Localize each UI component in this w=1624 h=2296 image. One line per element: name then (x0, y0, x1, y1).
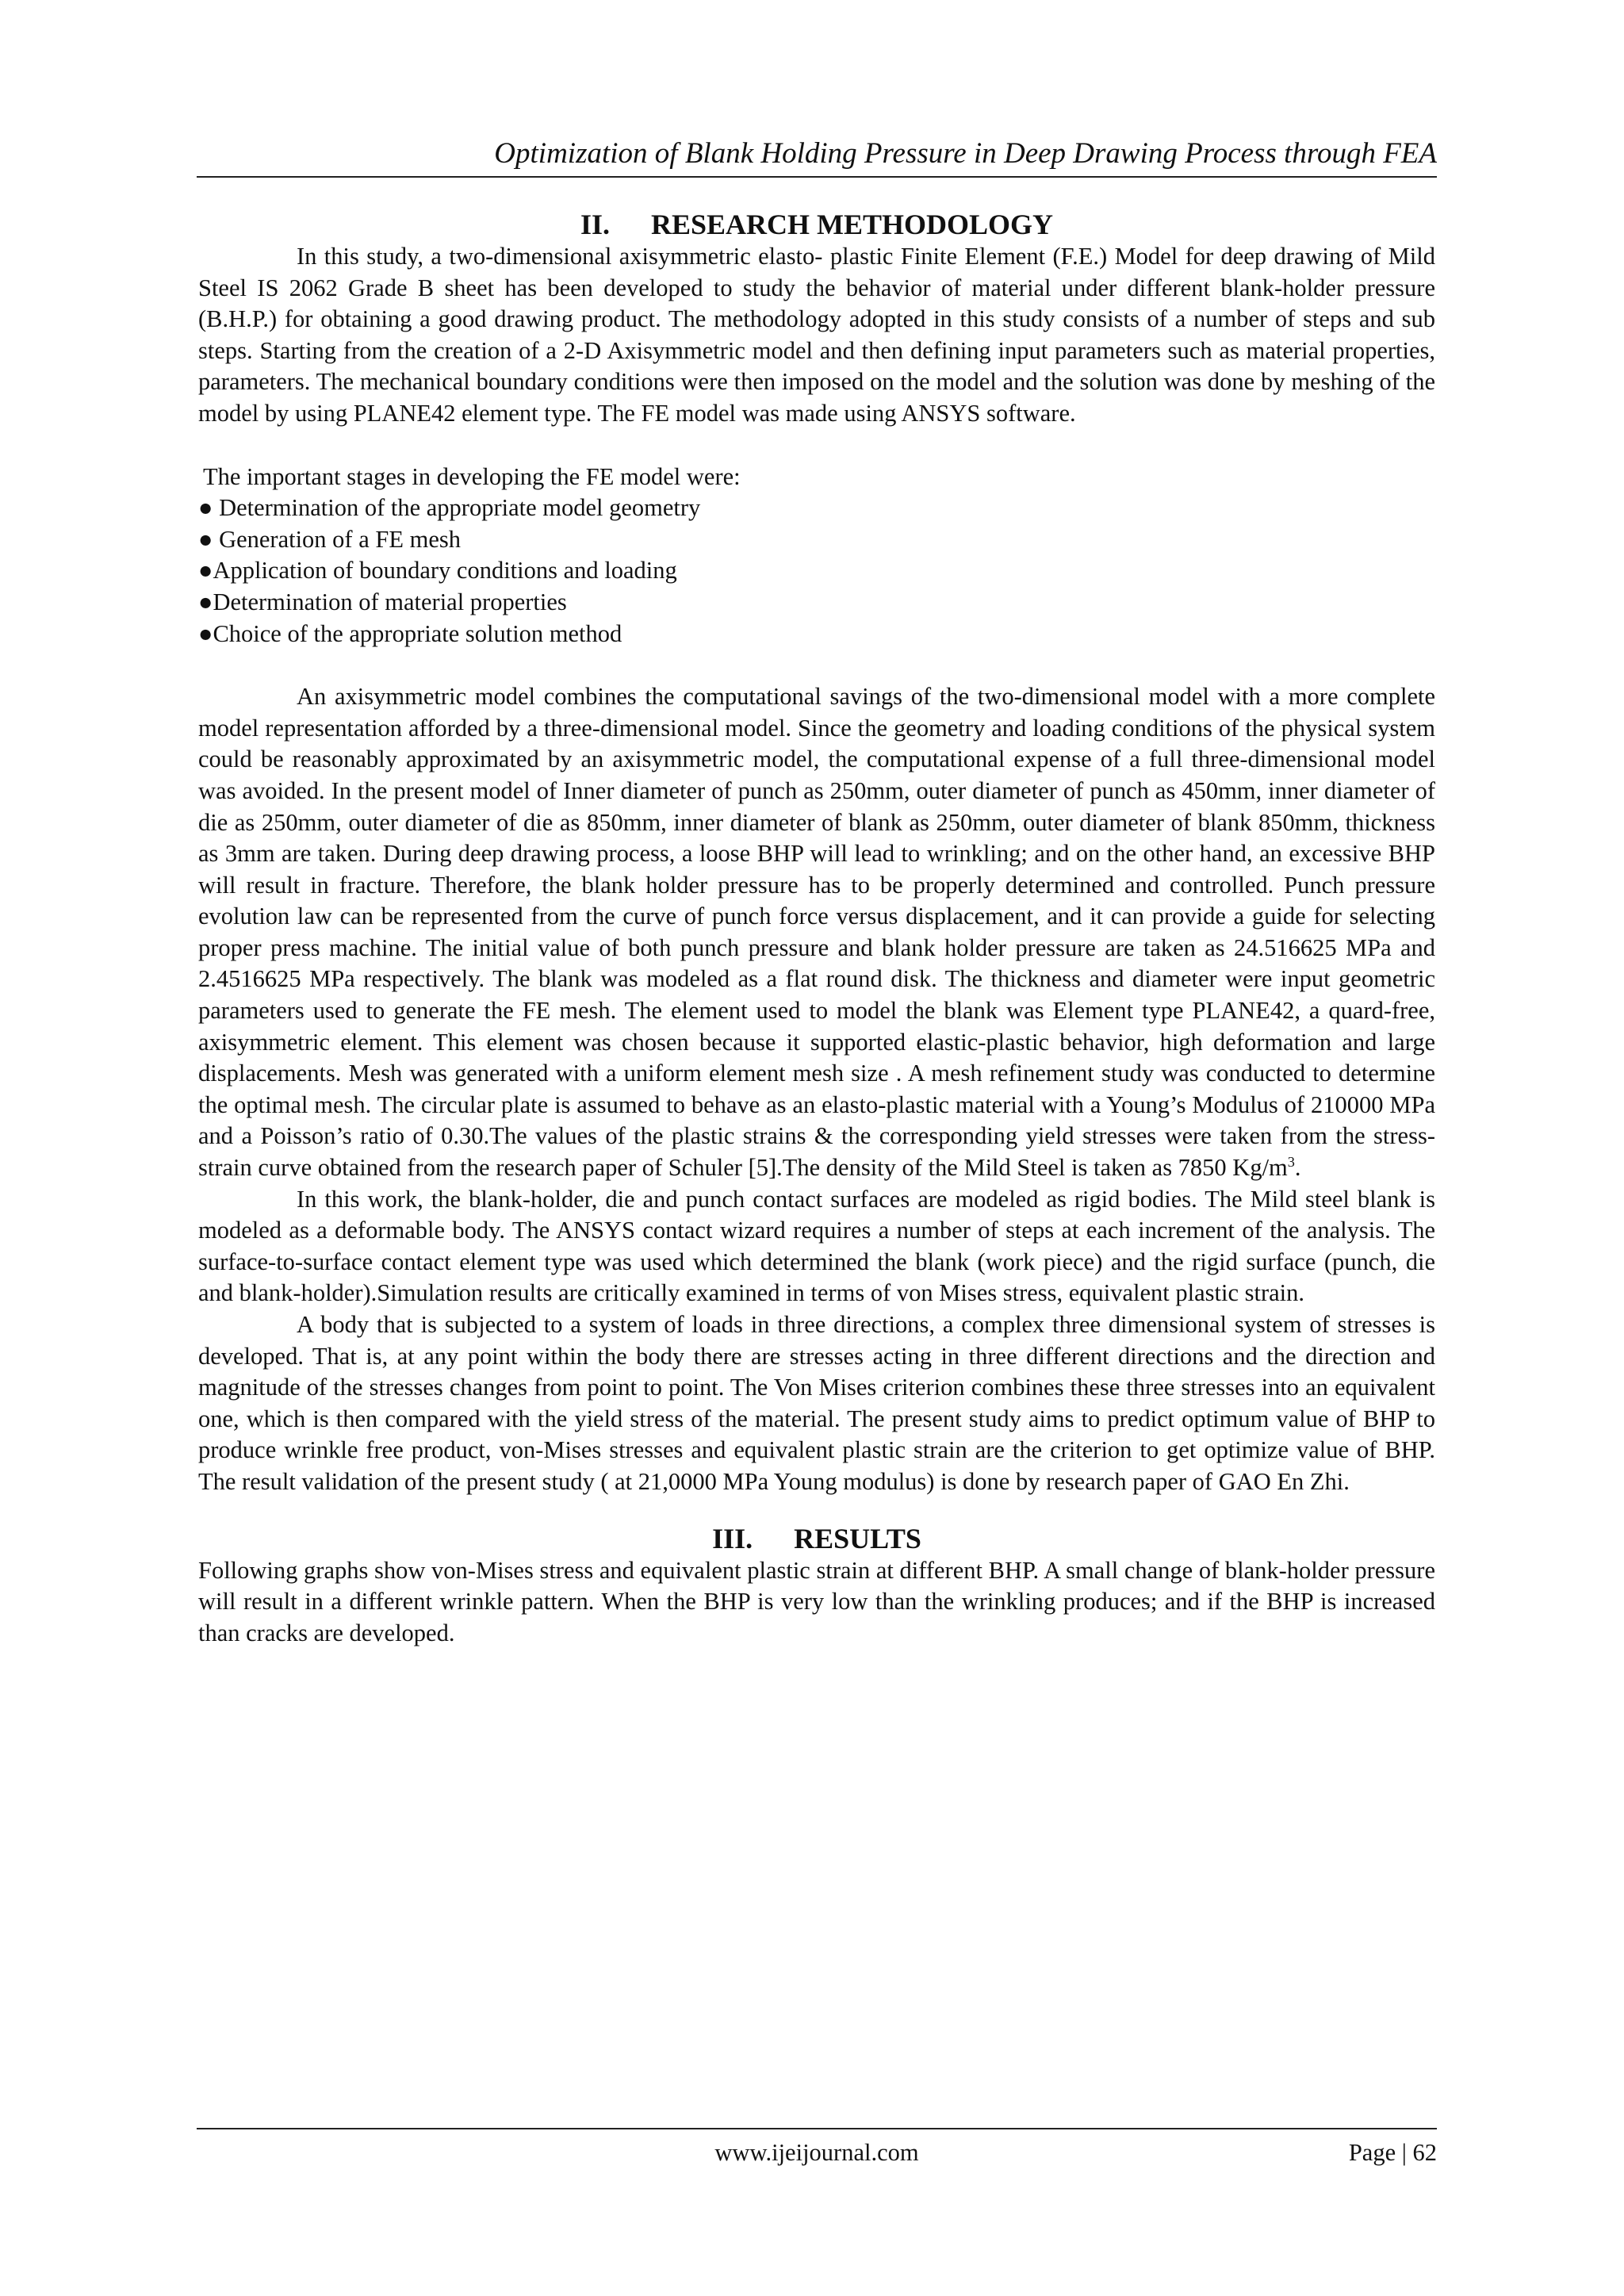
spacer (198, 650, 1435, 681)
page-number: Page | 62 (1348, 2139, 1437, 2166)
footer-rule (197, 2128, 1437, 2129)
methodology-paragraph-3: In this work, the blank-holder, die and punch contact surfaces are modeled as rigid bodies. The Mild steel blank is modeled as a deformable body. The ANSYS contact wizard requires a number of steps at each increment of the analysis. The surface-to-surface contact element type was used which determined the blank (work piece) and the rigid surface (punch, die and blank-holder).Simulation results are critically examined in terms of von Mises stress, equivalent plastic strain. (198, 1185, 1435, 1307)
list-item-text: Determination of the appropriate model geometry (213, 494, 701, 522)
stages-intro: The important stages in developing the FE model were: (203, 462, 741, 490)
list-item-text: Application of boundary conditions and loading (213, 557, 677, 585)
bullet: ● (198, 619, 213, 647)
list-item (198, 619, 1435, 650)
section-number: III. (712, 1522, 753, 1554)
header-rule (197, 176, 1437, 178)
superscript: 3 (1287, 1153, 1295, 1170)
journal-url: www.ijeijournal.com (714, 2139, 919, 2166)
paragraph-end: . (1294, 1154, 1301, 1182)
list-item (198, 587, 1435, 619)
section-title: RESEARCH METHODOLOGY (650, 209, 1054, 240)
spacer (198, 1498, 1435, 1522)
list-item-text: Choice of the appropriate solution method (213, 619, 622, 647)
spacer (198, 430, 1435, 462)
list-item-text: Generation of a FE mesh (213, 525, 461, 553)
bullet: ● (198, 557, 213, 585)
methodology-paragraph-4: A body that is subjected to a system of loads in three directions, a complex three dimensional system of stresses is developed. That is, at any point within the body there are stresses acting in three different directions and the direction and magnitude of the stresses changes from point to point. The Von Mises criterion combines these three stresses into an equivalent one, which is then compared with the yield stress of the material. The present study aims to predict optimum value of BHP to produce wrinkle free product, von-Mises stresses and equivalent plastic strain are the criterion to get optimize value of BHP. The result validation of the present study ( at 21,0000 MPa Young modulus) is done by research paper of GAO En Zhi. (198, 1311, 1435, 1495)
list-item-text: Determination of material properties (213, 588, 567, 615)
section-title: RESULTS (794, 1522, 921, 1554)
results-paragraph-1: Following graphs show von-Mises stress and equivalent plastic strain at different BHP. A small change of blank-holder pressure will result in a different wrinkle pattern. When the BHP is very low than the wrinkling produces; and if the BHP is increased than cracks are developed. (198, 1556, 1435, 1646)
bullet: ● (198, 525, 213, 553)
methodology-paragraph-2 (198, 681, 1435, 1184)
bullet: ● (198, 494, 213, 522)
section-number: II. (580, 209, 610, 240)
list-item (198, 493, 1435, 524)
running-header: Optimization of Blank Holding Pressure in Deep Drawing Process through FEA (494, 137, 1437, 170)
paragraph-text: An axisymmetric model combines the computational savings of the two-dimensional model with a more complete model representation afforded by a three-dimensional model. Since the geometry and loading conditions of the physical system could be reasonably approximated by an axisymmetric model, the computational expense of a full three-dimensional model was avoided. In the present model of Inner diameter of punch as 250mm, outer diameter of punch as 450mm, inner diameter of die as 250mm, outer diameter of die as 850mm, inner diameter of blank as 250mm, outer diameter of blank 850mm, thickness as 3mm are taken. During deep drawing process, a loose BHP will lead to wrinkling; and on the other hand, an excessive BHP will result in fracture. Therefore, the blank holder pressure has to be properly determined and controlled. Punch pressure evolution law can be represented from the curve of punch force versus displacement, and it can provide a guide for selecting proper press machine. The initial value of both punch pressure and blank holder pressure are taken as 24.516625 MPa and 2.4516625 MPa respectively. The blank was modeled as a flat round disk. The thickness and diameter were input geometric parameters used to generate the FE mesh. The element used to model the blank was Element type PLANE42, a quard-free, axisymmetric element. This element was chosen because it supported elastic-plastic behavior, high deformation and large displacements. Mesh was generated with a uniform element mesh size . A mesh refinement study was conducted to determine the optimal mesh. The circular plate is assumed to behave as an elasto-plastic material with a Young’s Modulus of 210000 MPa and a Poisson’s ratio of 0.30.The values of the plastic strains & the corresponding yield stresses were taken from the stress- strain curve obtained from the research paper of Schuler [5].The density of the Mild Steel is taken as 7850 Kg/m (198, 683, 1435, 1182)
list-item (198, 555, 1435, 587)
section-heading-methodology (198, 208, 1435, 241)
page-body (198, 208, 1435, 1649)
section-heading-results (198, 1522, 1435, 1555)
stages-list (198, 493, 1435, 650)
list-item (198, 524, 1435, 556)
bullet: ● (198, 588, 213, 615)
methodology-paragraph-1: In this study, a two-dimensional axisymmetric elasto- plastic Finite Element (F.E.) Model for deep drawing of Mild Steel IS 2062 Grade B sheet has been developed to study the behavior of material under different blank-holder pressure (B.H.P.) for obtaining a good drawing product. The methodology adopted in this study consists of a number of steps and sub steps. Starting from the creation of a 2-D Axisymmetric model and then defining input parameters such as material properties, parameters. The mechanical boundary conditions were then imposed on the model and the solution was done by meshing of the model by using PLANE42 element type. The FE model was made using ANSYS software. (198, 243, 1435, 427)
